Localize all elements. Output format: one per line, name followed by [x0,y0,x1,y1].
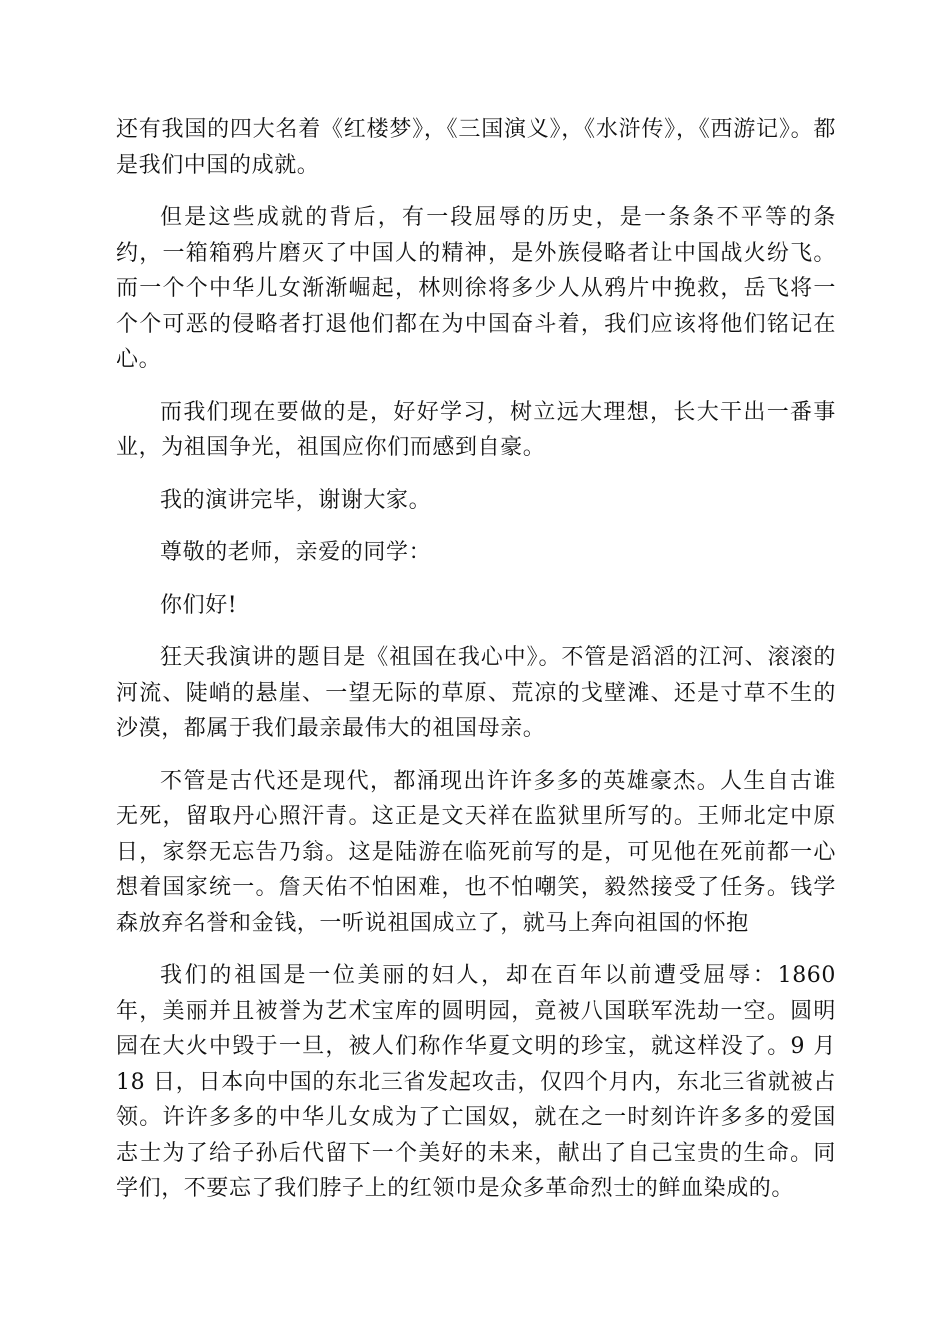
paragraph-continuation: 还有我国的四大名着《红楼梦》，《三国演义》，《水浒传》，《西游记》。都是我们中国的成就。 [116,117,836,178]
paragraph-greeting: 你们好! [160,592,238,618]
paragraph-humiliation: 我们的祖国是一位美丽的妇人，却在百年以前遭受屈辱：1860 年，美丽并且被誉为艺术宝库的圆明园，竟被八国联军洗劫一空。圆明园在大火中毁于一旦，被人们称作华夏文明的珍宝，就这样没了。9 月 18 日，日本向中国的东北三省发起攻击，仅四个月内，东北三省就被占领。许许多多的中华儿女成为了亡国奴，就在之一时刻许许多多的爱国志士为了给子孙后代留下一个美好的未来，献出了自己宝贵的生命。同学们，不要忘了我们脖子上的红领巾是众多革命烈士的鲜血染成的。 [116,963,836,1201]
paragraph-goal: 而我们现在要做的是，好好学习，树立远大理想，长大干出一番事业，为祖国争光，祖国应你们而感到自豪。 [116,399,836,460]
document-body [116,112,836,1224]
paragraph-history: 但是这些成就的背后，有一段屈辱的历史，是一条条不平等的条约，一箱箱鸦片磨灭了中国人的精神，是外族侵略者让中国战火纷飞。而一个个中华儿女渐渐崛起，林则徐将多少人从鸦片中挽救，岳飞将一个个可恶的侵略者打退他们都在为中国奋斗着，我们应该将他们铭记在心。 [116,205,836,372]
paragraph-heroes: 不管是古代还是现代，都涌现出许许多多的英雄豪杰。人生自古谁无死，留取丹心照汗青。这正是文天祥在监狱里所写的。王师北定中原日，家祭无忘告乃翁。这是陆游在临死前写的是，可见他在死前都一心想着国家统一。詹天佑不怕困难，也不怕嘲笑，毅然接受了任务。钱学森放弃名誉和金钱，一听说祖国成立了，就马上奔向祖国的怀抱 [116,768,836,936]
paragraph-closing: 我的演讲完毕，谢谢大家。 [160,487,432,513]
paragraph-salutation: 尊敬的老师，亲爱的同学： [160,540,432,565]
paragraph-topic: 狂天我演讲的题目是《祖国在我心中》。不管是滔滔的江河、滚滚的河流、陡峭的悬崖、一望无际的草原、荒凉的戈壁滩、还是寸草不生的沙漠，都属于我们最亲最伟大的祖国母亲。 [116,645,836,741]
